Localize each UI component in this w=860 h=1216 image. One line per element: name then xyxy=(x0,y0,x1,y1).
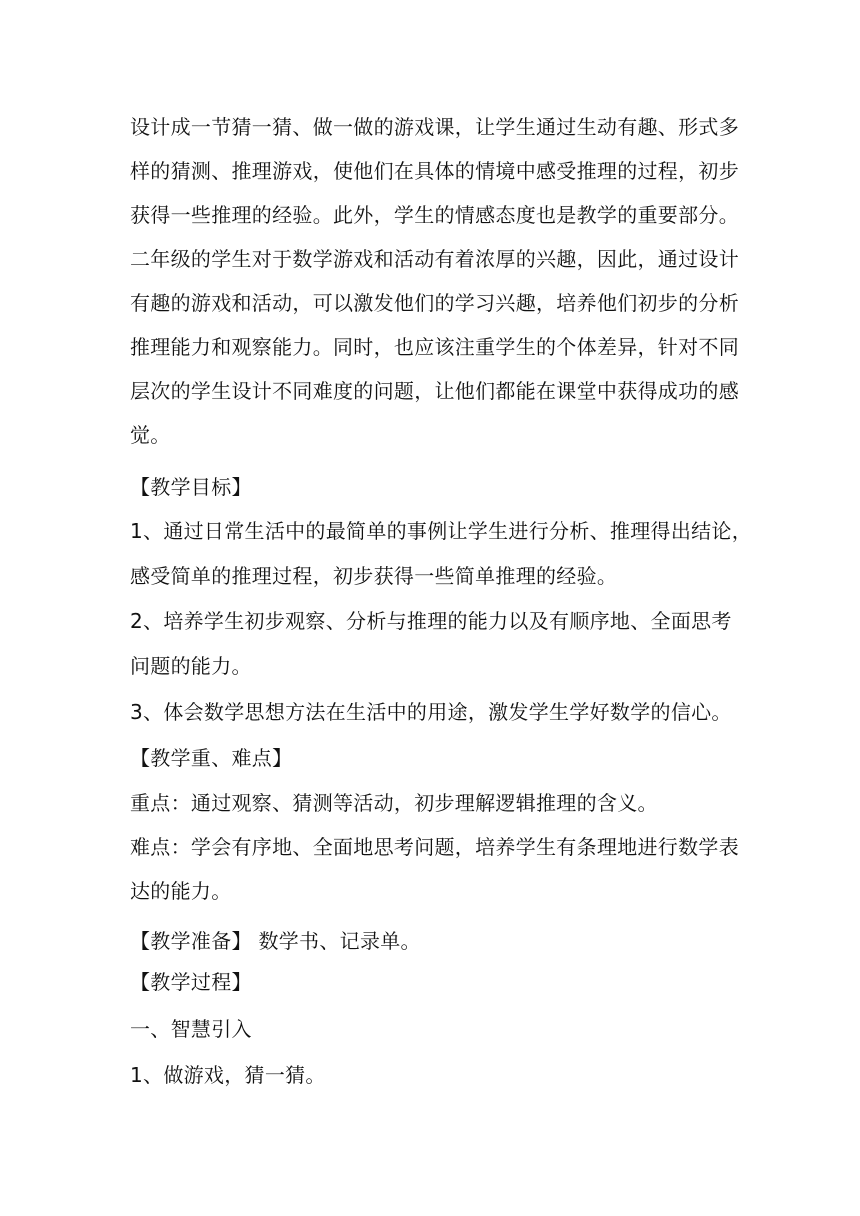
objectives-heading: 【教学目标】 xyxy=(130,475,252,499)
process-line: 一、智慧引入 xyxy=(130,1017,252,1041)
process-heading: 【教学过程】 xyxy=(130,970,252,994)
objective-line: 2、培养学生初步观察、分析与推理的能力以及有顺序地、全面思考 xyxy=(130,609,732,633)
objective-line: 问题的能力。 xyxy=(130,654,252,678)
key-point-line: 难点：学会有序地、全面地思考问题，培养学生有条理地进行数学表 xyxy=(130,835,739,859)
preparation-line: 【教学准备】 数学书、记录单。 xyxy=(130,929,421,953)
intro-line: 设计成一节猜一猜、做一做的游戏课，让学生通过生动有趣、形式多 xyxy=(130,115,739,139)
objective-line: 感受简单的推理过程，初步获得一些简单推理的经验。 xyxy=(130,564,618,588)
intro-line: 有趣的游戏和活动，可以激发他们的学习兴趣，培养他们初步的分析 xyxy=(130,291,739,315)
intro-line: 获得一些推理的经验。此外，学生的情感态度也是教学的重要部分。 xyxy=(130,203,739,227)
key-points-heading: 【教学重、难点】 xyxy=(130,746,293,770)
process-line: 1、做游戏，猜一猜。 xyxy=(130,1063,326,1087)
key-point-line: 达的能力。 xyxy=(130,879,232,903)
intro-line: 推理能力和观察能力。同时，也应该注重学生的个体差异，针对不同 xyxy=(130,335,739,359)
intro-line: 二年级的学生对于数学游戏和活动有着浓厚的兴趣，因此，通过设计 xyxy=(130,247,739,271)
key-point-line: 重点：通过观察、猜测等活动，初步理解逻辑推理的含义。 xyxy=(130,791,658,815)
intro-line: 层次的学生设计不同难度的问题，让他们都能在课堂中获得成功的感 xyxy=(130,379,739,403)
objective-line: 1、通过日常生活中的最简单的事例让学生进行分析、推理得出结论， xyxy=(130,519,753,543)
objective-line: 3、体会数学思想方法在生活中的用途，激发学生学好数学的信心。 xyxy=(130,700,732,724)
intro-line: 样的猜测、推理游戏，使他们在具体的情境中感受推理的过程，初步 xyxy=(130,159,739,183)
intro-line: 觉。 xyxy=(130,423,171,447)
